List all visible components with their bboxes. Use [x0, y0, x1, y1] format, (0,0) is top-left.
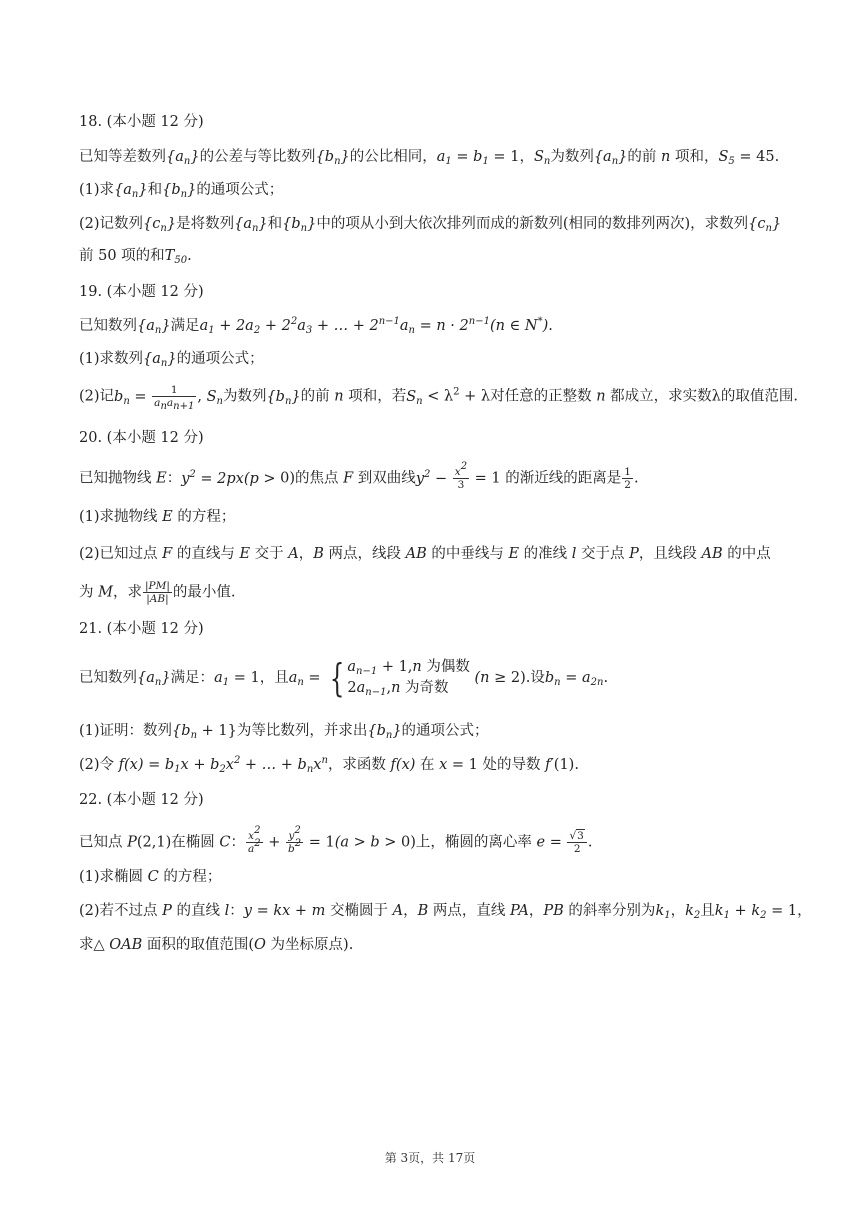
q19-stem: 已知数列$\{a_n\}$满足$a_1 + 2a_2 + 2^2a_3$ + … + $2^{n-1}a_n = n \cdot 2^{n-1}(n$ ∈ N*). — [79, 316, 553, 336]
q20-part1: (1)求抛物线 E 的方程； — [79, 509, 236, 525]
page-footer: 第 3页，共 17页 — [384, 1151, 476, 1165]
q20-title: 20. (本小题 12 分) — [79, 430, 204, 446]
q21-part2: (2)令 $f(x) = b_1x + b_2x^2$ + … + $b_nx^n$，求函数 f(x) 在 x = 1 处的导数 f′(1). — [79, 755, 579, 775]
q19-title: 19. (本小题 12 分) — [79, 284, 204, 300]
q22-stem: 已知点 P(2,1)在椭圆 C： $\frac{x^2}{a^2}$ + $\frac{y^2}{b^2}$ = 1(a > b > 0)上，椭圆的离心率 e = $\frac{√3}{2}$ . — [79, 825, 593, 855]
q21-title: 21. (本小题 12 分) — [79, 621, 204, 637]
q20-stem: 已知抛物线 E：$y^2 = 2px(p > 0)$的焦点 F 到双曲线$y^2$ − $\frac{x^2}{3}$ = 1 的渐近线的距离是 $\frac{1}{2}$ . — [79, 461, 639, 491]
q18-stem: 已知等差数列$\{a_n\}$的公差与等比数列$\{b_n\}$的公比相同，$a_1 = b_1 = 1$，$S_n$为数列$\{a_n\}$的前 n 项和，$S_5 = 45$. — [79, 149, 780, 167]
q21-stem: 已知数列$\{a_n\}$满足：$a_1 = 1$，且$a_n$ = { $a_{n-1} + 1,n$ 为偶数 $2a_{n-1},n$ 为奇数 (n ≥ 2).设$b_n = a_{2n}$. — [79, 656, 609, 700]
q18-part1: (1)求$\{a_n\}$和$\{b_n\}$的通项公式； — [79, 182, 284, 200]
q22-part1: (1)求椭圆 C 的方程； — [79, 869, 222, 885]
q19-part1: (1)求数列$\{a_n\}$的通项公式； — [79, 351, 264, 369]
q19-part2: (2)记$b_n$ = $\frac{1}{a_na_{n+1}}$ , $S_n$为数列$\{b_n\}$的前 n 项和，若$S_n < \lambda^2 + \lambda$对任意的正整数 n 都成立，求实数λ的取值范围. — [79, 384, 798, 412]
q20-part2-cont: 为 M，求 $\frac{|PM|}{|AB|}$ 的最小值. — [79, 580, 236, 605]
q22-part2: (2)若不过点 P 的直线 l：y = kx + m 交椭圆于 A，B 两点，直线 PA，PB 的斜率分别为$k_1$，$k_2$且$k_1 + k_2 = 1$， — [79, 903, 812, 921]
q22-part2-cont: 求△ OAB 面积的取值范围(O 为坐标原点). — [79, 937, 354, 953]
q22-title: 22. (本小题 12 分) — [79, 792, 204, 808]
q18-title: 18. (本小题 12 分) — [79, 114, 204, 130]
q18-part2-cont: 前 50 项的和$T_{50}$. — [79, 248, 192, 266]
q20-part2: (2)已知过点 F 的直线与 E 交于 A，B 两点，线段 AB 的中垂线与 E 的准线 l 交于点 P，且线段 AB 的中点 — [79, 546, 771, 562]
q21-part1: (1)证明：数列$\{b_n + 1\}$为等比数列，并求出$\{b_n\}$的通项公式； — [79, 723, 489, 741]
q18-part2: (2)记数列$\{c_n\}$是将数列$\{a_n\}$和$\{b_n\}$中的项从小到大依次排列而成的新数列(相同的数排列两次)，求数列$\{c_n\}$ — [79, 216, 782, 234]
